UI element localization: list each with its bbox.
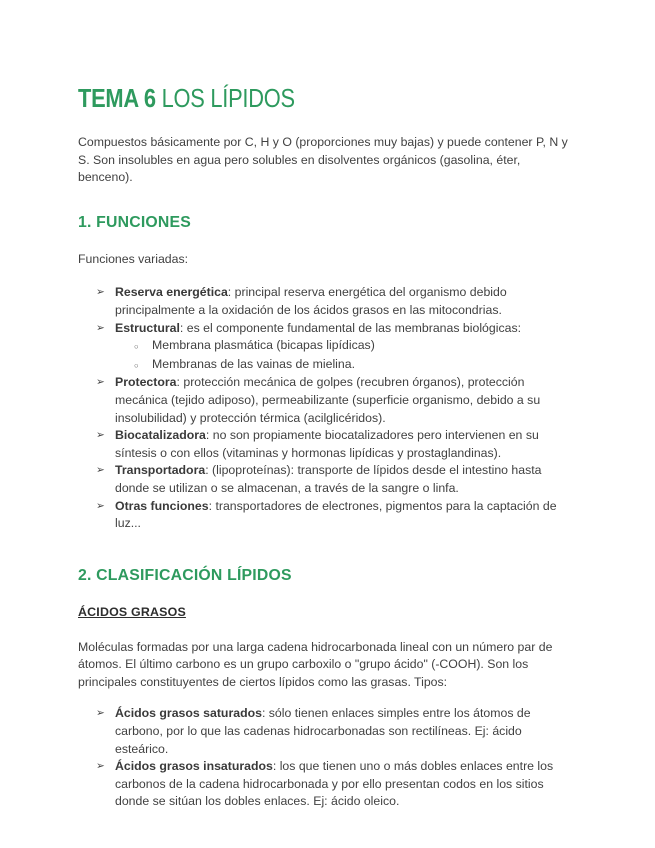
arrow-bullet-icon: ➢ (96, 286, 105, 299)
list-item-text (115, 284, 578, 319)
term-label: Ácidos grasos insaturados (115, 759, 273, 774)
list-item-text (115, 320, 578, 375)
list-item-transportadora (78, 462, 578, 497)
arrow-bullet-icon: ➢ (96, 321, 105, 334)
term-description: : principal reserva energética del organismo debido principalmente a la oxidación de los ácidos grasos en las mitocondrias. (115, 285, 507, 317)
circle-bullet-icon: ○ (134, 342, 139, 352)
list-item-insaturados (78, 758, 578, 811)
list-item-estructural (78, 320, 578, 375)
acidos-grasos-bullet-list (78, 705, 578, 811)
term-description: : no son propiamente biocatalizadores pero intervienen en su síntesis o con ellos (vitaminas y hormonas lipídicas y prostaglandinas). (115, 428, 539, 460)
list-item-text (115, 758, 578, 811)
subheading-acidos-grasos: ÁCIDOS GRASOS (78, 604, 186, 619)
list-item-text (115, 462, 578, 497)
circle-bullet-icon: ○ (134, 360, 139, 370)
functions-bullet-list (78, 284, 578, 532)
estructural-sub-list (115, 337, 578, 374)
sub-list-item-vainas-mielina (115, 356, 578, 375)
term-label: Biocatalizadora (115, 428, 206, 443)
sub-list-item-text: Membrana plasmática (bicapas lipídicas) (152, 338, 375, 353)
functions-lead-text: Funciones variadas: (78, 251, 189, 266)
term-label: Estructural (115, 320, 180, 335)
list-item-text (115, 427, 578, 462)
term-label: Ácidos grasos saturados (115, 706, 262, 721)
term-label: Otras funciones (115, 498, 209, 513)
arrow-bullet-icon: ➢ (96, 376, 105, 389)
list-item-reserva-energetica (78, 284, 578, 319)
list-item-saturados (78, 705, 578, 758)
term-label: Protectora (115, 375, 177, 390)
list-item-text (115, 374, 578, 427)
list-item-text (115, 498, 578, 533)
arrow-bullet-icon: ➢ (96, 499, 105, 512)
sub-list-item-membrana-plasmatica (115, 337, 578, 356)
acidos-grasos-paragraph: Moléculas formadas por una larga cadena hidrocarbonada lineal con un número par de átomos. El último carbono es un grupo carboxilo o "grupo ácido" (-COOH). Son los principales constituyentes de ciertos lípidos como las grasas. Tipos: (78, 639, 553, 689)
term-label: Transportadora (115, 463, 206, 478)
list-item-otras-funciones (78, 498, 578, 533)
title-topic-number: TEMA 6 (78, 83, 156, 113)
arrow-bullet-icon: ➢ (96, 760, 105, 773)
term-description: : transportadores de electrones, pigmentos para la captación de luz... (115, 498, 557, 531)
arrow-bullet-icon: ➢ (96, 707, 105, 720)
list-item-biocatalizadora (78, 427, 578, 462)
arrow-bullet-icon: ➢ (96, 429, 105, 442)
term-label: Reserva energética (115, 285, 228, 300)
term-description: : es el componente fundamental de las membranas biológicas: (179, 320, 522, 335)
term-description: : sólo tienen enlaces simples entre los átomos de carbono, por lo que las cadenas hidrocarbonadas son rectilíneas. Ej: ácido esteárico. (115, 706, 531, 756)
title-subject: LOS LÍPIDOS (161, 83, 295, 113)
page-title (78, 84, 498, 112)
term-description: : los que tienen uno o más dobles enlaces entre los carbonos de la cadena hidrocarbonada y por ello presentan codos en los sitios donde se sitúan los dobles enlaces. Ej: ácido oleico. (115, 759, 554, 809)
section-heading-funciones: 1. FUNCIONES (78, 213, 191, 231)
intro-paragraph: Compuestos básicamente por C, H y O (proporciones muy bajas) y puede contener P, N y S. Son insolubles en agua pero solubles en disolventes orgánicos (gasolina, éter, benceno). (78, 135, 568, 185)
section-heading-clasificacion: 2. CLASIFICACIÓN LÍPIDOS (78, 566, 292, 584)
term-description: : (lipoproteínas): transporte de lípidos desde el intestino hasta donde se utilizan o se almacenan, a través de la sangre o linfa. (115, 463, 542, 495)
term-description: : protección mecánica de golpes (recubren órganos), protección mecánica (tejido adiposo), permeabilizante (superficie organismo, debido a su insolubilidad) y protección térmica (acilglicéridos). (115, 375, 541, 425)
list-item-text (115, 705, 578, 758)
sub-list-item-text: Membranas de las vainas de mielina. (152, 356, 356, 371)
arrow-bullet-icon: ➢ (96, 464, 105, 477)
list-item-protectora (78, 374, 578, 427)
